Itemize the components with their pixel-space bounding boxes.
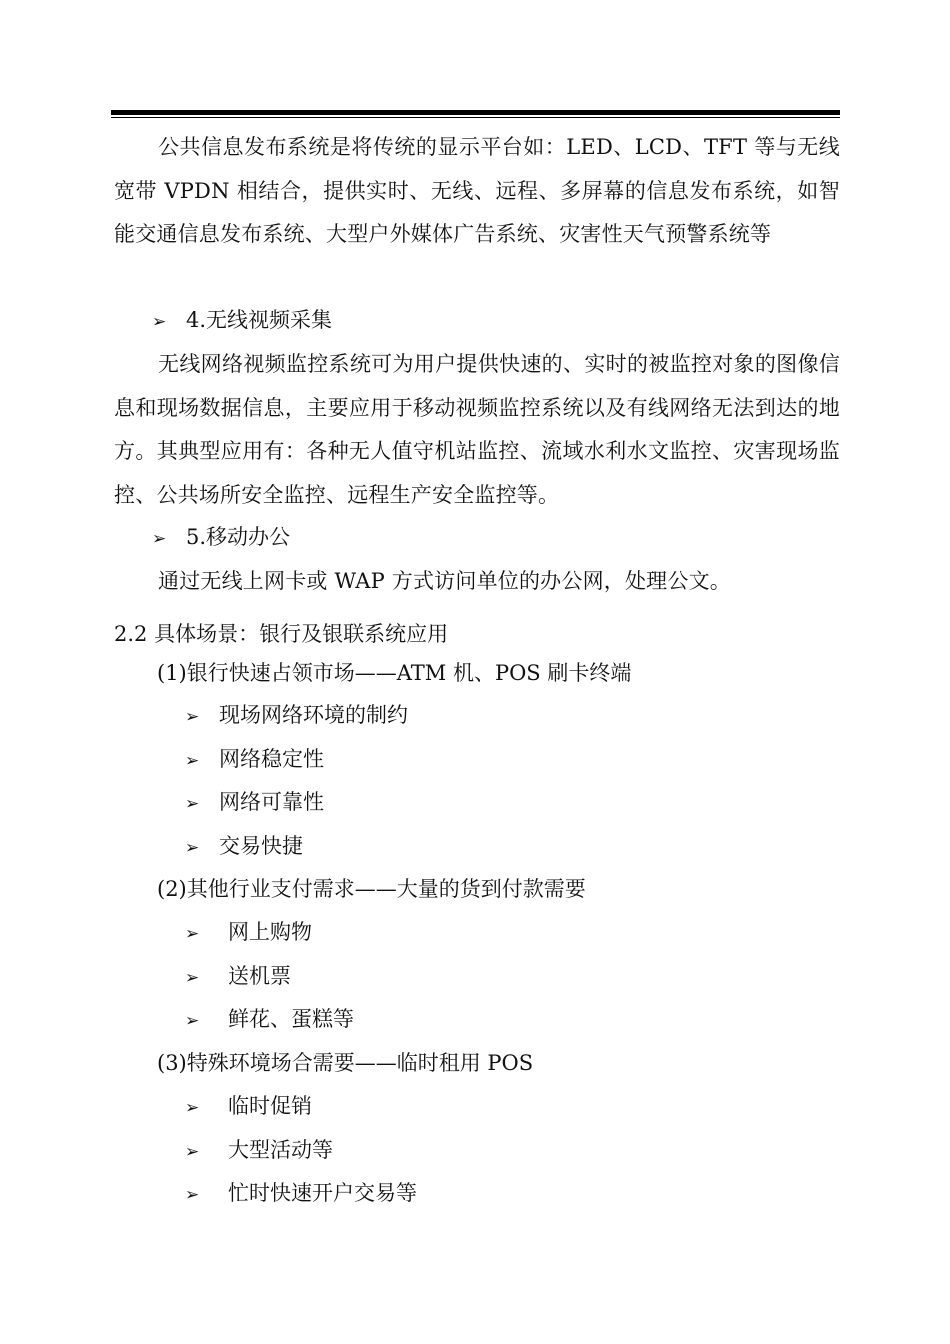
arrow-bullet-icon: ➢ (185, 1098, 200, 1118)
list-item: ➢ 网络可靠性 (185, 787, 324, 819)
paragraph-video-monitoring: 无线网络视频监控系统可为用户提供快速的、实时的被监控对象的图像信息和现场数据信息，主要应用于移动视频监控系统以及有线网络无法到达的地方。其典型应用有：各种无人值守机站监控、流域水利水文监控、灾害现场监控、公共场所安全监控、远程生产安全监控等。 (114, 352, 840, 507)
list-item: ➢ 现场网络环境的制约 (185, 700, 408, 732)
arrow-bullet-icon: ➢ (185, 707, 200, 727)
list-item: ➢ 送机票 (185, 961, 291, 993)
heading-text: 5.移动办公 (186, 525, 291, 549)
arrow-bullet-icon: ➢ (152, 529, 167, 549)
paragraph-public-info: 公共信息发布系统是将传统的显示平台如：LED、LCD、TFT 等与无线宽带 VPDN 相结合，提供实时、无线、远程、多屏幕的信息发布系统，如智能交通信息发布系统、大型户外媒体广告系统、灾害性天气预警系统等 (114, 135, 840, 246)
section-heading-banking: 2.2 具体场景：银行及银联系统应用 (114, 622, 449, 646)
heading-text: 4.无线视频采集 (186, 308, 333, 332)
heading-video-capture (152, 305, 332, 337)
header-rule-thin (111, 117, 840, 118)
arrow-bullet-icon: ➢ (185, 1142, 200, 1162)
heading-mobile-office (152, 522, 290, 554)
arrow-bullet-icon: ➢ (185, 751, 200, 771)
arrow-bullet-icon: ➢ (185, 1011, 200, 1031)
list-item: ➢ 忙时快速开户交易等 (185, 1178, 417, 1210)
list-item: ➢ 网络稳定性 (185, 744, 324, 776)
arrow-bullet-icon: ➢ (185, 1185, 200, 1205)
group-title-1: (1)银行快速占领市场——ATM 机、POS 刷卡终端 (157, 661, 632, 685)
list-item: ➢ 临时促销 (185, 1091, 312, 1123)
arrow-bullet-icon: ➢ (185, 794, 200, 814)
list-item: ➢ 交易快捷 (185, 831, 303, 863)
arrow-bullet-icon: ➢ (185, 838, 200, 858)
group-title-2: (2)其他行业支付需求——大量的货到付款需要 (157, 877, 586, 901)
arrow-bullet-icon: ➢ (185, 968, 200, 988)
list-item: ➢ 大型活动等 (185, 1135, 333, 1167)
paragraph-mobile-office: 通过无线上网卡或 WAP 方式访问单位的办公网，处理公文。 (158, 569, 731, 593)
list-item: ➢ 鲜花、蛋糕等 (185, 1004, 354, 1036)
group-title-3: (3)特殊环境场合需要——临时租用 POS (157, 1051, 534, 1075)
arrow-bullet-icon: ➢ (152, 312, 167, 332)
list-item: ➢ 网上购物 (185, 917, 312, 949)
arrow-bullet-icon: ➢ (185, 924, 200, 944)
header-rule-thick (111, 110, 840, 115)
